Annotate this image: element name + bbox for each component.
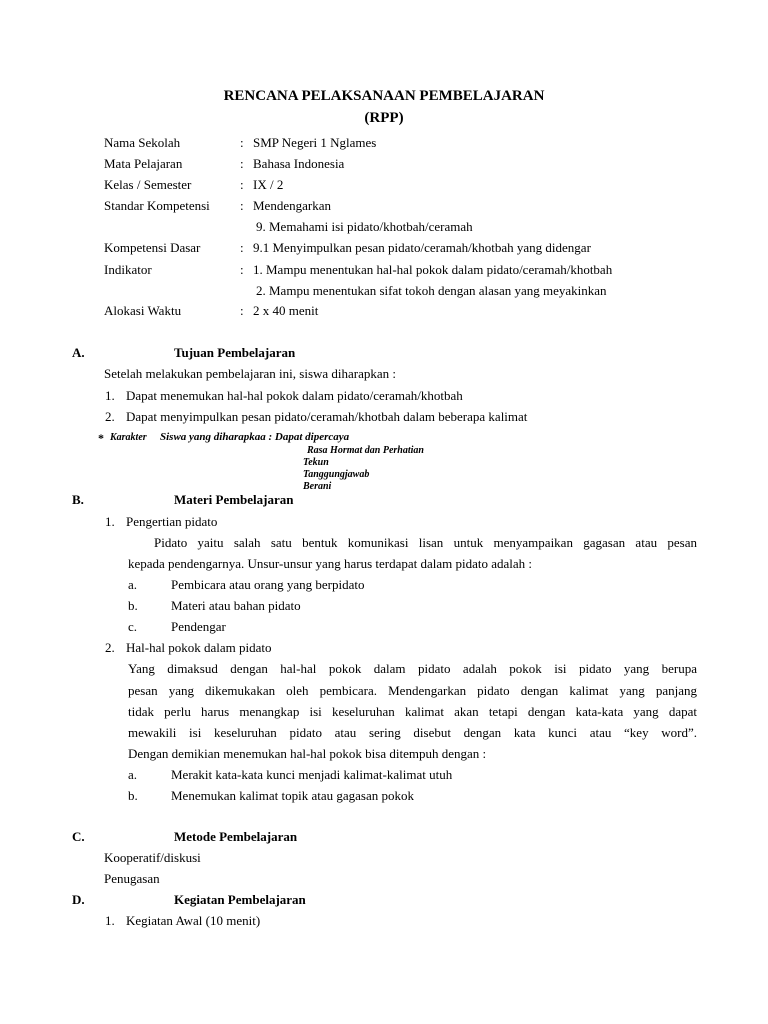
identity-label: Standar Kompetensi	[104, 198, 210, 213]
identity-value: SMP Negeri 1 Nglames	[253, 135, 377, 150]
identity-value: 2 x 40 menit	[253, 303, 319, 318]
list-item: Materi atau bahan pidato	[171, 598, 301, 613]
karakter-item: Rasa Hormat dan Perhatian	[307, 445, 424, 456]
karakter-bullet: *	[98, 431, 104, 445]
identity-colon: :	[240, 240, 244, 255]
list-number: 1.	[105, 388, 115, 403]
identity-value: 1. Mampu menentukan hal-hal pokok dalam pidato/ceramah/khotbah	[253, 262, 613, 277]
karakter-item: Tanggungjawab	[303, 469, 370, 480]
identity-label: Kompetensi Dasar	[104, 240, 201, 255]
section-intro: Setelah melakukan pembelajaran ini, siswa diharapkan :	[104, 366, 397, 381]
identity-value: 9.1 Menyimpulkan pesan pidato/ceramah/khotbah yang didengar	[253, 240, 591, 255]
identity-value: Bahasa Indonesia	[253, 156, 345, 171]
section-heading: Kegiatan Pembelajaran	[174, 892, 306, 907]
identity-label: Mata Pelajaran	[104, 156, 183, 171]
identity-colon: :	[240, 156, 244, 171]
list-item: Penugasan	[104, 871, 160, 886]
paragraph-line: Yang dimaksud dengan hal-hal pokok dalam pidato adalah pokok isi pidato yang berupa	[128, 661, 697, 676]
list-number: 2.	[105, 640, 115, 655]
list-item: Merakit kata-kata kunci menjadi kalimat-kalimat utuh	[171, 767, 453, 782]
document-subtitle: (RPP)	[364, 110, 404, 126]
karakter-label: Karakter	[110, 432, 147, 443]
subsection-title: Pengertian pidato	[126, 514, 218, 529]
list-item: Dapat menemukan hal-hal pokok dalam pidato/ceramah/khotbah	[126, 388, 463, 403]
karakter-item: Berani	[303, 481, 332, 492]
list-number: a.	[128, 767, 138, 782]
identity-colon: :	[240, 262, 244, 277]
identity-colon: :	[240, 303, 244, 318]
karakter-item: Tekun	[303, 457, 329, 468]
section-heading: Materi Pembelajaran	[174, 492, 294, 507]
section-letter: A.	[72, 345, 85, 360]
list-number: 1.	[105, 514, 115, 529]
list-number: 1.	[105, 913, 115, 928]
identity-label: Kelas / Semester	[104, 177, 192, 192]
section-heading: Metode Pembelajaran	[174, 829, 298, 844]
identity-value: 2. Mampu menentukan sifat tokoh dengan alasan yang meyakinkan	[256, 283, 607, 298]
identity-colon: :	[240, 198, 244, 213]
list-item: Kooperatif/diskusi	[104, 850, 201, 865]
document-title: RENCANA PELAKSANAAN PEMBELAJARAN	[223, 88, 545, 104]
section-heading: Tujuan Pembelajaran	[174, 345, 296, 360]
subsection-title: Hal-hal pokok dalam pidato	[126, 640, 272, 655]
paragraph-line: mewakili isi keseluruhan pidato atau sering disebut dengan kata kunci atau “key word”.	[128, 725, 697, 740]
list-item: Dapat menyimpulkan pesan pidato/ceramah/khotbah dalam beberapa kalimat	[126, 409, 528, 424]
list-item: Kegiatan Awal (10 menit)	[126, 913, 261, 928]
list-number: 2.	[105, 409, 115, 424]
paragraph-line: kepada pendengarnya. Unsur-unsur yang harus terdapat dalam pidato adalah :	[128, 556, 533, 571]
list-number: a.	[128, 577, 138, 592]
paragraph-line: tidak perlu harus menangkap isi keseluruhan kalimat akan tetapi dengan kata-kata yang dapat	[128, 704, 697, 719]
section-letter: D.	[72, 892, 85, 907]
list-item: Pembicara atau orang yang berpidato	[171, 577, 365, 592]
identity-value: 9. Memahami isi pidato/khotbah/ceramah	[256, 219, 473, 234]
list-number: b.	[128, 598, 138, 613]
paragraph-line: Dengan demikian menemukan hal-hal pokok bisa ditempuh dengan :	[128, 746, 487, 761]
paragraph-line: Pidato yaitu salah satu bentuk komunikasi lisan untuk menyampaikan gagasan atau pesan	[154, 535, 697, 550]
identity-value: Mendengarkan	[253, 198, 331, 213]
list-item: Menemukan kalimat topik atau gagasan pokok	[171, 788, 414, 803]
identity-value: IX / 2	[253, 177, 284, 192]
section-letter: B.	[72, 492, 84, 507]
identity-colon: :	[240, 135, 244, 150]
list-item: Pendengar	[171, 619, 226, 634]
identity-colon: :	[240, 177, 244, 192]
identity-label: Nama Sekolah	[104, 135, 181, 150]
identity-label: Indikator	[104, 262, 152, 277]
list-number: c.	[128, 619, 138, 634]
list-number: b.	[128, 788, 138, 803]
section-letter: C.	[72, 829, 85, 844]
identity-label: Alokasi Waktu	[104, 303, 182, 318]
paragraph-line: pesan yang dikemukakan oleh pembicara. Mendengarkan pidato dengan kalimat yang panjang	[128, 683, 697, 698]
karakter-text: Siswa yang diharapkaa : Dapat dipercaya	[160, 431, 350, 443]
